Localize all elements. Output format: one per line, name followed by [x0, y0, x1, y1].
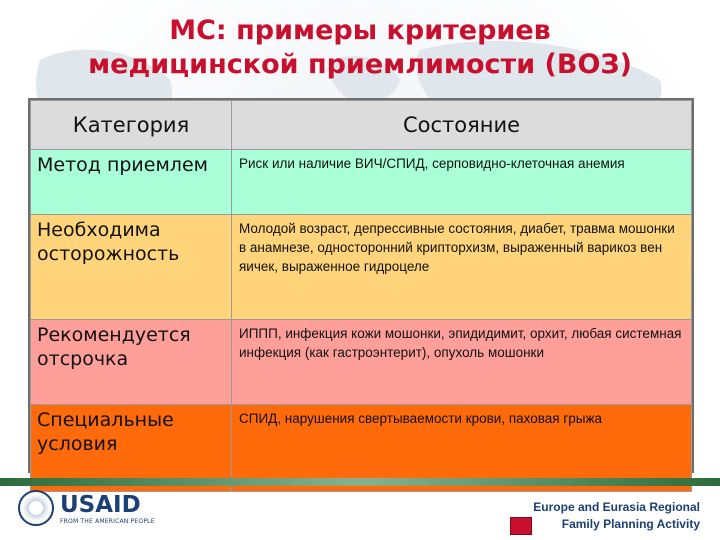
jsi-logo-icon [510, 517, 532, 535]
condition-cell: Риск или наличие ВИЧ/СПИД, серповидно-клеточная анемия [232, 150, 692, 215]
title-line-1: МС: примеры критериев [169, 15, 551, 46]
category-cell: Рекомендуется отсрочка [31, 320, 232, 405]
title-line-2: медицинской приемлимости (ВОЗ) [88, 49, 632, 80]
column-header-category: Категория [31, 101, 232, 150]
program-name-line-1: Europe and Eurasia Regional [533, 500, 700, 514]
table-header-row [31, 101, 692, 150]
program-name-line-2: Family Planning Activity [561, 517, 700, 531]
category-cell: Необходима осторожность [31, 215, 232, 320]
column-header-condition: Состояние [232, 101, 692, 150]
page-title [40, 14, 680, 82]
condition-cell: Молодой возраст, депрессивные состояния, диабет, травма мошонки в анамнезе, односторонний крипторхизм, выраженный варикоз вен яичек, выраженное гидроцеле [232, 215, 692, 320]
usaid-tagline: FROM THE AMERICAN PEOPLE [60, 518, 155, 525]
category-cell: Специальные условия [31, 405, 232, 492]
table-row [31, 150, 692, 215]
usaid-seal-icon [18, 490, 54, 526]
category-cell: Метод приемлем [31, 150, 232, 215]
table-row [31, 320, 692, 405]
condition-cell: ИППП, инфекция кожи мошонки, эпидидимит, орхит, любая системная инфекция (как гастроэнтерит), опухоль мошонки [232, 320, 692, 405]
footer-divider [0, 478, 720, 486]
condition-cell: СПИД, нарушения свертываемости крови, паховая грыжа [232, 405, 692, 492]
criteria-table [28, 98, 694, 473]
usaid-logo: USAID [60, 492, 141, 518]
table-row [31, 215, 692, 320]
